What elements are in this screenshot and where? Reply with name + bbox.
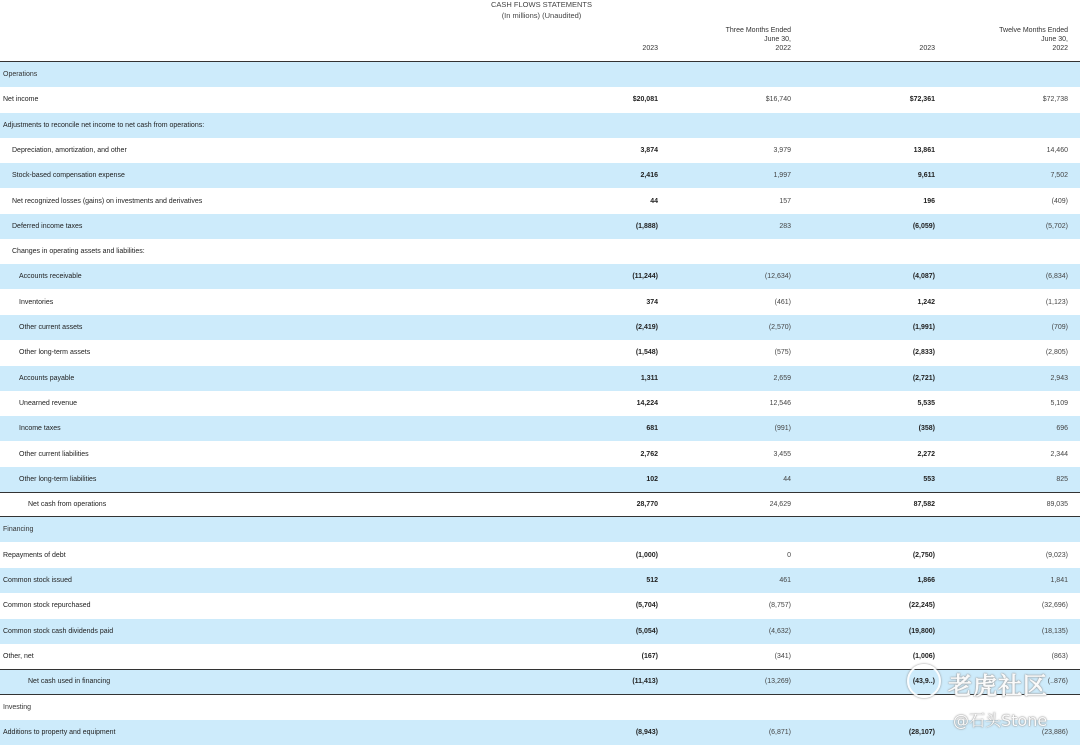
- row-value-col-4: (..876): [1047, 678, 1068, 686]
- row-value-col-4: (409): [1051, 197, 1068, 205]
- row-value-col-3: (22,245): [908, 602, 935, 610]
- row-value-col-1: (5,054): [635, 627, 658, 635]
- row-label: Depreciation, amortization, and other: [12, 146, 127, 154]
- header-period-twelve-months: June 30,: [1041, 36, 1068, 43]
- row-label: Other long-term liabilities: [19, 475, 97, 483]
- row-value-col-1: 102: [646, 475, 658, 483]
- row-value-col-3: 1,866: [917, 577, 935, 584]
- row-value-col-4: (32,696): [1041, 602, 1068, 610]
- row-value-col-1: 374: [646, 298, 658, 306]
- subtotal-rule-top: [0, 492, 1080, 493]
- row-label: Common stock cash dividends paid: [3, 627, 114, 635]
- row-value-col-2: (6,871): [768, 728, 791, 736]
- row-value-col-2: (8,757): [768, 602, 791, 610]
- table-row: [0, 62, 1080, 87]
- row-label: Repayments of debt: [3, 551, 66, 559]
- header-group-three-months: Three Months Ended: [725, 27, 791, 34]
- table-row: [0, 492, 1080, 517]
- row-label: Stock-based compensation expense: [12, 172, 125, 180]
- row-label: Other current assets: [19, 324, 83, 331]
- row-label: Other current liabilities: [19, 450, 89, 458]
- row-value-col-4: 5,109: [1050, 399, 1068, 407]
- row-value-col-1: $20,081: [632, 96, 658, 104]
- table-row: [0, 467, 1080, 492]
- row-value-col-2: (2,570): [768, 324, 791, 331]
- row-label: Net cash used in financing: [28, 678, 111, 686]
- row-value-col-2: 44: [783, 475, 791, 483]
- watermark-logo: [907, 664, 941, 698]
- row-value-col-2: (13,269): [764, 678, 791, 686]
- row-value-col-2: (341): [774, 652, 791, 660]
- row-value-col-3: 13,861: [913, 146, 935, 154]
- table-row: [0, 391, 1080, 416]
- row-value-col-3: 5,535: [917, 399, 935, 407]
- table-row: [0, 214, 1080, 239]
- table-row: [0, 189, 1080, 214]
- row-label: Investing: [3, 703, 32, 711]
- header-col-1: 2023: [642, 45, 658, 52]
- row-value-col-1: (11,413): [632, 678, 658, 686]
- table-row: [0, 720, 1080, 745]
- row-value-col-3: (6,059): [912, 222, 935, 230]
- header-col-2: 2022: [775, 45, 791, 52]
- table-row: [0, 366, 1080, 391]
- row-value-col-3: (2,750): [912, 551, 935, 559]
- header-period-three-months: June 30,: [764, 36, 791, 43]
- header-col-4: 2022: [1052, 45, 1068, 52]
- row-value-col-4: (23,886): [1041, 728, 1068, 736]
- row-label: Additions to property and equipment: [3, 728, 116, 736]
- row-value-col-4: $72,738: [1042, 96, 1068, 104]
- row-label: Deferred income taxes: [12, 222, 83, 230]
- row-value-col-3: (2,721): [912, 374, 935, 382]
- row-value-col-2: 461: [779, 577, 791, 584]
- row-value-col-4: (18,135): [1041, 627, 1068, 635]
- row-value-col-1: (5,704): [635, 602, 658, 610]
- row-label: Common stock issued: [3, 577, 72, 584]
- table-row: [0, 619, 1080, 644]
- row-value-col-1: 14,224: [636, 399, 658, 407]
- row-value-col-1: (167): [641, 652, 658, 660]
- row-value-col-3: 553: [923, 475, 935, 483]
- row-value-col-3: $72,361: [909, 96, 935, 104]
- table-row: [0, 442, 1080, 467]
- row-value-col-4: 1,841: [1050, 577, 1068, 584]
- row-value-col-2: 24,629: [769, 501, 791, 509]
- table-row: [0, 695, 1080, 720]
- row-value-col-2: $16,740: [765, 96, 791, 104]
- row-value-col-1: (1,000): [635, 551, 658, 559]
- row-label: Other, net: [3, 652, 34, 660]
- row-value-col-4: 7,502: [1050, 172, 1068, 180]
- row-value-col-4: (5,702): [1045, 222, 1068, 230]
- row-value-col-1: 28,770: [636, 501, 658, 509]
- row-label: Other long-term assets: [19, 349, 91, 357]
- row-value-col-1: 44: [650, 197, 658, 205]
- row-value-col-3: (4,087): [912, 273, 935, 281]
- row-value-col-1: (1,888): [635, 222, 658, 230]
- row-value-col-2: 157: [779, 197, 791, 205]
- statement-title: CASH FLOWS STATEMENTS: [491, 0, 592, 9]
- row-value-col-4: 825: [1056, 475, 1068, 483]
- row-value-col-2: 3,455: [773, 450, 791, 458]
- watermark-user: @石头Stone: [953, 711, 1048, 730]
- row-value-col-1: (11,244): [632, 273, 658, 281]
- row-value-col-2: 1,997: [773, 172, 791, 180]
- row-value-col-4: 2,344: [1050, 450, 1068, 458]
- table-row: [0, 568, 1080, 593]
- row-value-col-4: (709): [1051, 324, 1068, 331]
- table-row: [0, 87, 1080, 112]
- row-value-col-2: (991): [774, 425, 791, 433]
- row-label: Net recognized losses (gains) on investments and derivatives: [12, 197, 203, 205]
- row-value-col-3: (43,9..): [912, 678, 935, 686]
- row-value-col-4: 2,943: [1050, 374, 1068, 382]
- row-value-col-4: (9,023): [1045, 551, 1068, 559]
- row-value-col-3: (1,991): [912, 324, 935, 331]
- row-value-col-1: 2,762: [640, 450, 658, 458]
- row-value-col-4: 89,035: [1046, 501, 1068, 509]
- row-label: Operations: [3, 71, 38, 78]
- row-value-col-3: (28,107): [908, 728, 935, 736]
- row-value-col-2: 3,979: [773, 146, 791, 154]
- row-value-col-2: (4,632): [768, 627, 791, 635]
- table-row: [0, 113, 1080, 138]
- row-value-col-3: 87,582: [913, 501, 935, 509]
- row-label: Net income: [3, 96, 39, 104]
- table-row: [0, 290, 1080, 315]
- row-value-col-1: 1,311: [640, 374, 658, 382]
- header-col-3: 2023: [919, 45, 935, 52]
- row-value-col-3: 2,272: [917, 450, 935, 458]
- row-value-col-2: 283: [779, 222, 791, 230]
- table-row: [0, 163, 1080, 188]
- row-label: Unearned revenue: [19, 399, 77, 407]
- row-value-col-1: (2,419): [635, 324, 658, 331]
- row-label: Financing: [3, 526, 34, 534]
- table-row: [0, 517, 1080, 542]
- row-value-col-2: (461): [774, 298, 791, 306]
- table-row: [0, 315, 1080, 340]
- row-value-col-3: (2,833): [912, 349, 935, 357]
- row-value-col-2: 12,546: [769, 399, 791, 407]
- row-value-col-4: (2,805): [1045, 349, 1068, 357]
- row-label: Inventories: [19, 298, 54, 306]
- row-value-col-1: 512: [646, 577, 658, 584]
- table-row: [0, 593, 1080, 618]
- row-value-col-3: 9,611: [917, 172, 935, 180]
- table-row: [0, 416, 1080, 441]
- table-row: [0, 264, 1080, 289]
- row-value-col-2: (575): [774, 349, 791, 357]
- table-row: [0, 239, 1080, 264]
- row-value-col-4: (6,834): [1045, 273, 1068, 281]
- row-label: Changes in operating assets and liabilities:: [12, 248, 145, 256]
- row-value-col-3: (19,800): [908, 627, 935, 635]
- table-row: [0, 543, 1080, 568]
- row-value-col-4: (1,123): [1045, 298, 1068, 306]
- row-label: Adjustments to reconcile net income to net cash from operations:: [3, 121, 205, 129]
- row-value-col-1: 2,416: [640, 172, 658, 180]
- row-value-col-4: (863): [1051, 652, 1068, 660]
- row-label: Income taxes: [19, 425, 61, 433]
- table-row: [0, 340, 1080, 365]
- row-value-col-4: 696: [1056, 425, 1068, 433]
- watermark-brand: 老虎社区: [948, 672, 1048, 700]
- row-value-col-2: (12,634): [764, 273, 791, 281]
- table-row: [0, 138, 1080, 163]
- row-value-col-2: 2,659: [773, 374, 791, 382]
- statement-subtitle: (In millions) (Unaudited): [501, 11, 582, 20]
- row-value-col-3: 196: [923, 197, 935, 205]
- row-value-col-3: 1,242: [917, 298, 935, 306]
- row-value-col-4: 14,460: [1046, 146, 1068, 154]
- header-group-twelve-months: Twelve Months Ended: [999, 27, 1068, 34]
- row-value-col-1: (8,943): [635, 728, 658, 736]
- row-value-col-3: (358): [918, 425, 935, 433]
- row-label: Net cash from operations: [28, 501, 107, 509]
- row-label: Accounts receivable: [19, 273, 82, 281]
- row-value-col-1: 3,874: [640, 146, 658, 154]
- row-label: Common stock repurchased: [3, 602, 91, 610]
- row-value-col-3: (1,006): [912, 652, 935, 660]
- row-value-col-2: 0: [787, 551, 791, 559]
- row-value-col-1: 681: [646, 425, 658, 433]
- row-label: Accounts payable: [19, 374, 75, 382]
- row-value-col-1: (1,548): [635, 349, 658, 357]
